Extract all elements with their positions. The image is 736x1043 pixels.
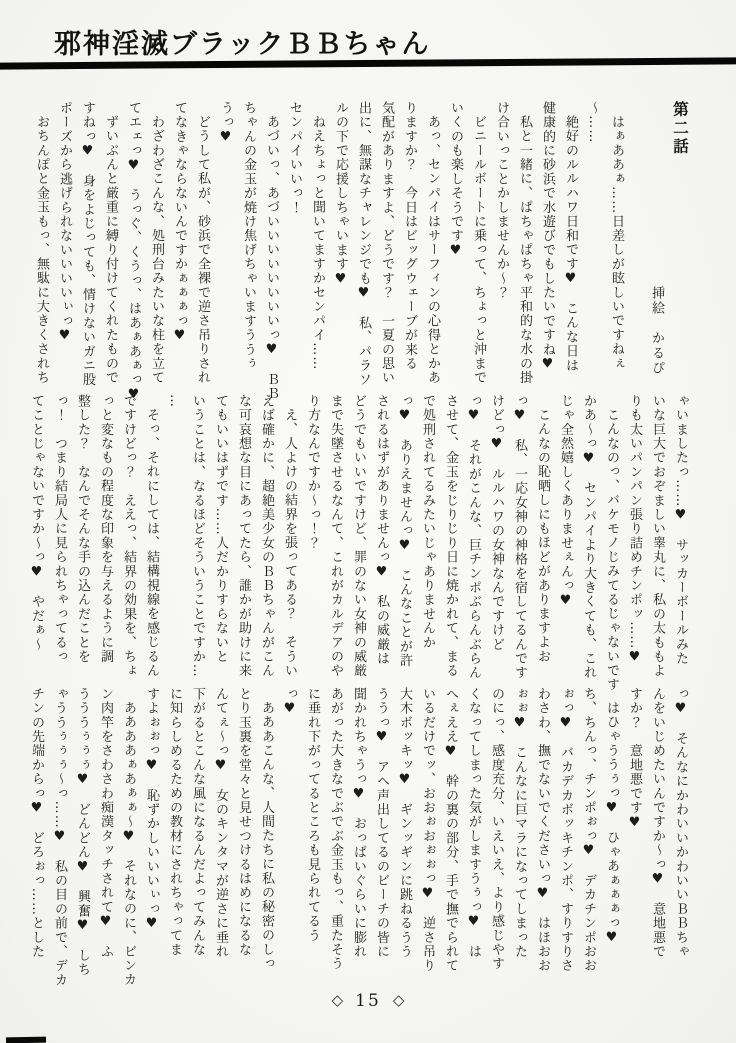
text-column: ううっ♥ アヘ声出してるのビーチの皆に: [374, 687, 389, 959]
text-column: ねえちょっと聞いてますかセンパイ……: [310, 115, 325, 371]
text-column: ですけどっ？ ええっ、結界の効果を、ちょ: [121, 394, 136, 678]
text-column: すねっ♥ 身をよじっても、情けないガニ股: [80, 101, 95, 387]
text-column: ぉぉ♥ こんなに巨マラになってしまった: [512, 687, 527, 959]
text-column: どうでもいいですけど、罪のない女神の威厳: [351, 394, 366, 678]
diamond-ornament-right: ◇: [392, 991, 405, 1009]
text-column: っ♥ 私、一応女神の神格を宿してるんです: [512, 394, 527, 680]
text-column: てことじゃないですか～っ♥ やだぁ～: [29, 394, 44, 652]
text-column: 聞かれちゃうっ♥ おっぱいぐらいに膨れ: [351, 687, 366, 959]
text-column: うううぅぅぅ♥ どんどん♥ 興奮♥ しち: [75, 687, 90, 977]
text-column: け合いっことかしませんか～？: [494, 101, 509, 300]
text-column: わさわ、撫でないでくださいっ♥ はほおお: [535, 687, 550, 973]
text-column: あっ、センパイはサーフィンの心得とかあ: [425, 115, 440, 385]
text-column: いうことは、なるほどそういうことですか…: [190, 394, 205, 678]
text-column: ち、ちんっ、チンポぉっ♥ デカチンポおお: [581, 687, 596, 973]
text-column: な可哀想な目にあってたら、誰かが助けに来: [236, 394, 251, 678]
page-number: 15: [355, 991, 381, 1011]
text-column: で処刑されてるみたいじゃありませんか: [420, 394, 435, 650]
text-column: てなきゃならないんですかぁぁぁっ♥: [172, 101, 187, 345]
text-column: ああああぁあぁぁ～♥ それなのに、ビンカ: [121, 701, 136, 987]
text-column: センパイいいっ！: [287, 101, 302, 215]
text-column: ちゃんの金玉が焼け焦げちゃいますううぅ: [241, 101, 256, 371]
text-column: じゃ全然嬉しくありませぇんっ♥: [558, 394, 573, 609]
text-column: に知らしめるための教材にされちゃってま: [167, 687, 182, 957]
illustration-credit: 挿絵 かるぴ: [649, 286, 664, 376]
text-column: されるはずがありませんっ♥ 私の威厳は: [374, 394, 389, 666]
text-column: いるだけでッ、おおぉおぉぉっ♥ 逆さ吊り: [420, 687, 435, 973]
text-column: っと変なもの程度な印象を与えるように調: [98, 394, 113, 664]
text-column: あがった大きなでぶでぶ金玉もっ、重たそう: [328, 687, 343, 971]
text-column: のにっ、感度充分、いえいえ、より感じやす: [489, 687, 504, 971]
text-column: ルの下で応援しちゃいます♥: [333, 101, 348, 288]
text-column: 整した？ なんでそんな手の込んだことを: [75, 394, 90, 664]
text-column: おちんぽと金玉もっ、無駄に大きくされち: [34, 115, 49, 385]
text-column: んてぇ～っ♥ 女のキンタマが逆さに垂れ: [213, 687, 228, 959]
text-column: 絶好のルルハワ日和です♥ こんな日は: [563, 115, 578, 373]
text-column: り方なんですか～っ！？: [305, 394, 320, 551]
text-column: どうして私が、砂浜で全裸で逆さ吊りされ: [195, 115, 210, 385]
text-column: いくのも楽しそうです♥: [448, 101, 463, 260]
text-column: 気配がありますよ、どうです？ 一夏の思い: [379, 101, 394, 385]
page-footer: [0, 991, 736, 1011]
text-column: あづいっ、あづいいいいいいいいっ♥ ＢＢ: [264, 115, 279, 401]
text-column: はぁああぁ……日差しが眩しいですねぇ: [609, 115, 624, 371]
text-column: 大木ボッキッ♥ ギンッギンに跳ねるうう: [397, 687, 412, 959]
chapter-heading: 第二話: [671, 101, 690, 157]
text-column: かあ～っ♥ センパイより大きくても、これ: [581, 394, 596, 680]
text-column: っ！ つまり結局人に見られちゃってるっ: [52, 394, 67, 664]
text-column: ぉっ♥ バカデカボッキチンポ、すりすりさ: [558, 687, 573, 973]
text-column: こんなの恥晒しにもほどがありますよお: [535, 408, 550, 664]
text-column: ビニールボートに乗って、ちょっと沖まで: [471, 115, 486, 385]
scan-corner-mark: [6, 1037, 46, 1043]
text-column: りも太いパンパン張り詰めチンポッ……♥: [627, 394, 642, 666]
text-column: させて、金玉をじりじり日に焼かれて、まる: [443, 394, 458, 678]
text-column: えば確かに、超絶美少女のＢＢちゃんがこん: [259, 394, 274, 678]
text-block-top: [30, 101, 692, 404]
text-column: けどっ♥ ルルハワの女神なんですけど: [489, 394, 504, 652]
text-column: こんなのっ、バケモノじみてるじゃないです: [604, 408, 619, 692]
diamond-ornament-left: ◇: [331, 991, 344, 1009]
text-column: …: [167, 394, 182, 409]
text-column: え、人よけの結界を張ってある？ そうい: [282, 408, 297, 678]
text-column: てもいいはずです……人だかりすらないと: [213, 394, 228, 664]
text-column: すか？ 意地悪です♥: [627, 687, 642, 831]
text-column: とり玉裏を堂々と見せつけるはめになるな: [236, 687, 251, 957]
text-column: チンの先端からっ♥ どろぉっ……とした: [29, 687, 44, 959]
text-column: っ♥ ありえませんっ♥ こんなことが許: [397, 394, 412, 668]
text-column: すよぉぉっ♥ 恥ずかしいいいぃっ♥: [144, 687, 159, 933]
text-column: くなってしまった気がしますうぅっ♥ は: [466, 687, 481, 959]
text-column: っ♥ そんなにかわいいかわいいＢＢちゃ: [673, 687, 688, 959]
text-column: そっ、それにしては、結構視線を感じるん: [144, 408, 159, 678]
text-column: 下がるとこんな風になるんだよってみんな: [190, 687, 205, 957]
text-column: わざわざこんな、処刑台みたいな柱を立て: [149, 115, 164, 385]
text-column: っ♥: [282, 687, 297, 718]
text-column: ずいぶんと厳重に縛り付けてくれたもので: [103, 115, 118, 385]
text-column: 出に、無謀なチャレンジでも♥ 私、パラソ: [356, 101, 371, 387]
text-column: まで失墜させるなんて、これがカルデアのや: [328, 394, 343, 678]
text-column: りますか？ 今日はビッグウェーブが来る: [402, 101, 417, 371]
text-column: ン肉竿をさわさわ痴漢タッチされて♥ ふ: [98, 687, 113, 959]
text-column: ～……: [586, 101, 601, 144]
text-column: あああこんな、人間たちに私の秘密のしっ: [259, 701, 274, 971]
text-column: へぇええ♥ 幹の裏の部分、手で撫でられて: [443, 687, 458, 973]
text-column: ゃううぅぅぅ～っ……♥ 私の目の前で、デカ: [52, 687, 67, 988]
text-block-middle: [25, 394, 692, 690]
text-column: っ♥ それがこんな、巨チンポぶらんぶらん: [466, 394, 481, 680]
document-title: 邪神淫滅ブラックＢＢちゃん: [54, 29, 431, 60]
text-column: ゃいましたっ……♥ サッカーボールみた: [673, 394, 688, 666]
text-column: いな巨大でおぞましい睾丸に、私の太ももよ: [650, 394, 665, 678]
text-column: てエェっ♥ うっぐ、くうっ、はあぁあぁっ♥: [126, 101, 141, 404]
text-column: んをいじめたいんですか～っ♥ 意地悪で: [650, 687, 665, 959]
text-column: うっ♥: [218, 101, 233, 146]
text-column: 私と一緒に、ぱちゃぱちゃ平和的な水の掛: [517, 115, 532, 385]
text-block-bottom: [25, 687, 692, 988]
text-column: 健康的に砂浜で水遊びでもしたいですね♥: [540, 101, 555, 373]
text-column: はひゃううぅっ♥ ひゃあぁぁぁっ♥: [604, 701, 619, 947]
text-column: ポーズから逃げられないいいいぃっ♥: [57, 101, 72, 345]
text-column: に垂れ下がってるところも見られてるう: [305, 687, 320, 943]
